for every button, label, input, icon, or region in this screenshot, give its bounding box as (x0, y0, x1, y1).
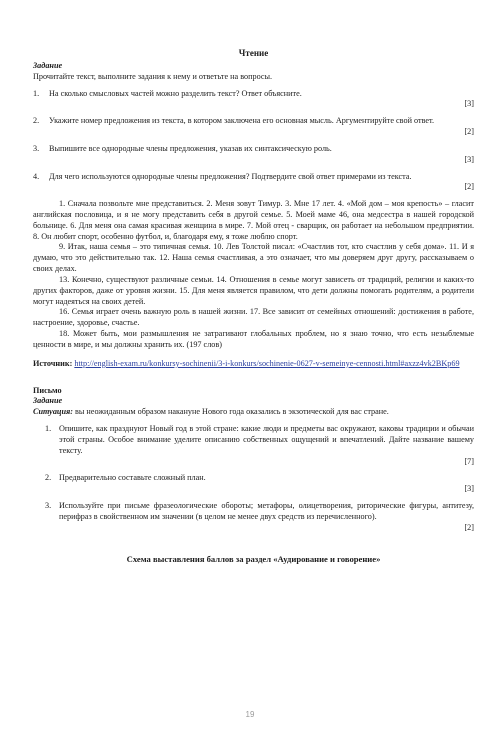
writing-question-item (33, 501, 474, 523)
writing-question-text: Используйте при письме фразеологические обороты; метафоры, олицетворения, риторические фигуры, антитезу, перифраз в свойственном им значении (в целом не менее двух средств из перечисленного). (59, 501, 474, 521)
task-instruction: Прочитайте текст, выполните задания к нему и ответьте на вопросы. (33, 71, 273, 81)
source-line (33, 359, 474, 370)
question-item (33, 172, 474, 183)
reading-paragraph: 13. Конечно, существуют различные семьи. 14. Отношения в семье могут зависеть от традиций, религии и каких-то других факторов, даже от уровня жизни. 15. Для меня является правилом, что дети должны помогать родителям, а родители могут надеяться на своих детей. (33, 274, 474, 306)
writing-question-number: 1. (45, 424, 52, 434)
writing-question-item (33, 473, 474, 484)
question-item (33, 116, 474, 127)
writing-question-points: [2] (464, 522, 474, 532)
writing-question-text: Предварительно составьте сложный план. (59, 473, 206, 483)
task-label: Задание (33, 60, 63, 70)
question-number: 3. (33, 143, 40, 153)
reading-text (33, 199, 474, 351)
question-item (33, 89, 474, 100)
reading-section-title: Чтение (238, 48, 269, 58)
writing-question-text: Опишите, как празднуют Новый год в этой стране: какие люди и предметы вас окружают, каковы традиции и обычаи этой страны. Особое внимание уделите описанию собственных ощущений и впечатлений. Дайте название вашему тексту. (59, 424, 474, 455)
reading-paragraph: 9. Итак, наша семья – это типичная семья. 10. Лев Толстой писал: «Счастлив тот, кто счастлив у себя дома». 11. И я думаю, что это действительно так. 12. Наша семья счастливая, а это означает, что мы доверяем друг другу, рассказываем о своих делах. (33, 242, 474, 274)
writing-task-label: Задание (33, 396, 63, 406)
page-number: 19 (245, 710, 255, 719)
scoring-scheme-title: Схема выставления баллов за раздел «Аудирование и говорение» (126, 553, 381, 564)
questions-list (33, 89, 474, 194)
question-text: Для чего используются однородные члены предложения? Подтвердите свой ответ примерами из текста. (49, 171, 412, 181)
writing-question-number: 3. (45, 501, 52, 511)
reading-paragraph: 18. Может быть, мои размышления не затрагивают глобальных проблем, но я знаю точно, что есть незыблемые ценности в мире, и мы должны хранить их. (197 слов) (33, 329, 474, 349)
question-points: [2] (464, 182, 474, 192)
question-points: [3] (464, 99, 474, 109)
writing-section-title: Письмо (33, 385, 62, 395)
question-text: На сколько смысловых частей можно разделить текст? Ответ объясните. (49, 88, 302, 98)
writing-question-points: [7] (464, 456, 474, 466)
writing-section (33, 386, 474, 534)
question-number: 4. (33, 171, 40, 181)
question-points: [3] (464, 154, 474, 164)
situation (33, 407, 474, 418)
source-label: Источник: (33, 358, 73, 368)
question-item (33, 144, 474, 155)
question-text: Выпишите все однородные члены предложения, указав их синтаксическую роль. (49, 143, 332, 153)
writing-question-points: [3] (464, 484, 474, 494)
situation-text: вы неожиданным образом накануне Нового года оказались в экзотической для вас стране. (75, 407, 389, 417)
question-number: 2. (33, 116, 40, 126)
writing-question-item (33, 424, 474, 456)
reading-paragraph: 1. Сначала позвольте мне представиться. 2. Меня зовут Тимур. 3. Мне 17 лет. 4. «Мой дом – моя крепость» – гласит английская пословица, и я не могу представить себя в другой семье. 5. Моей маме 46, она медсестра в нашей городской больнице. 6. Для меня она самая красивая женщина в мире. 7. Мой отец - сварщик, он работает на небольшом предприятии. 8. Он любит спорт, особенно футбол, и, благодаря ему, я тоже люблю спорт. (33, 199, 474, 241)
question-points: [2] (464, 127, 474, 137)
writing-question-number: 2. (45, 473, 52, 483)
question-text: Укажите номер предложения из текста, в котором заключена его основная мысль. Аргументируйте свой ответ. (49, 116, 435, 126)
question-number: 1. (33, 88, 40, 98)
situation-label: Ситуация: (33, 407, 73, 417)
source-link[interactable]: http://english-exam.ru/konkursy-sochinenii/3-i-konkurs/sochinenie-0627-v-semeinye-cennosti.html#axzz4vk2BKp69 (74, 358, 460, 368)
reading-paragraph: 16. Семья играет очень важную роль в нашей жизни. 17. Все зависит от семейных отношений: достижения в работе, настроение, здоровье, счастье. (33, 307, 474, 328)
